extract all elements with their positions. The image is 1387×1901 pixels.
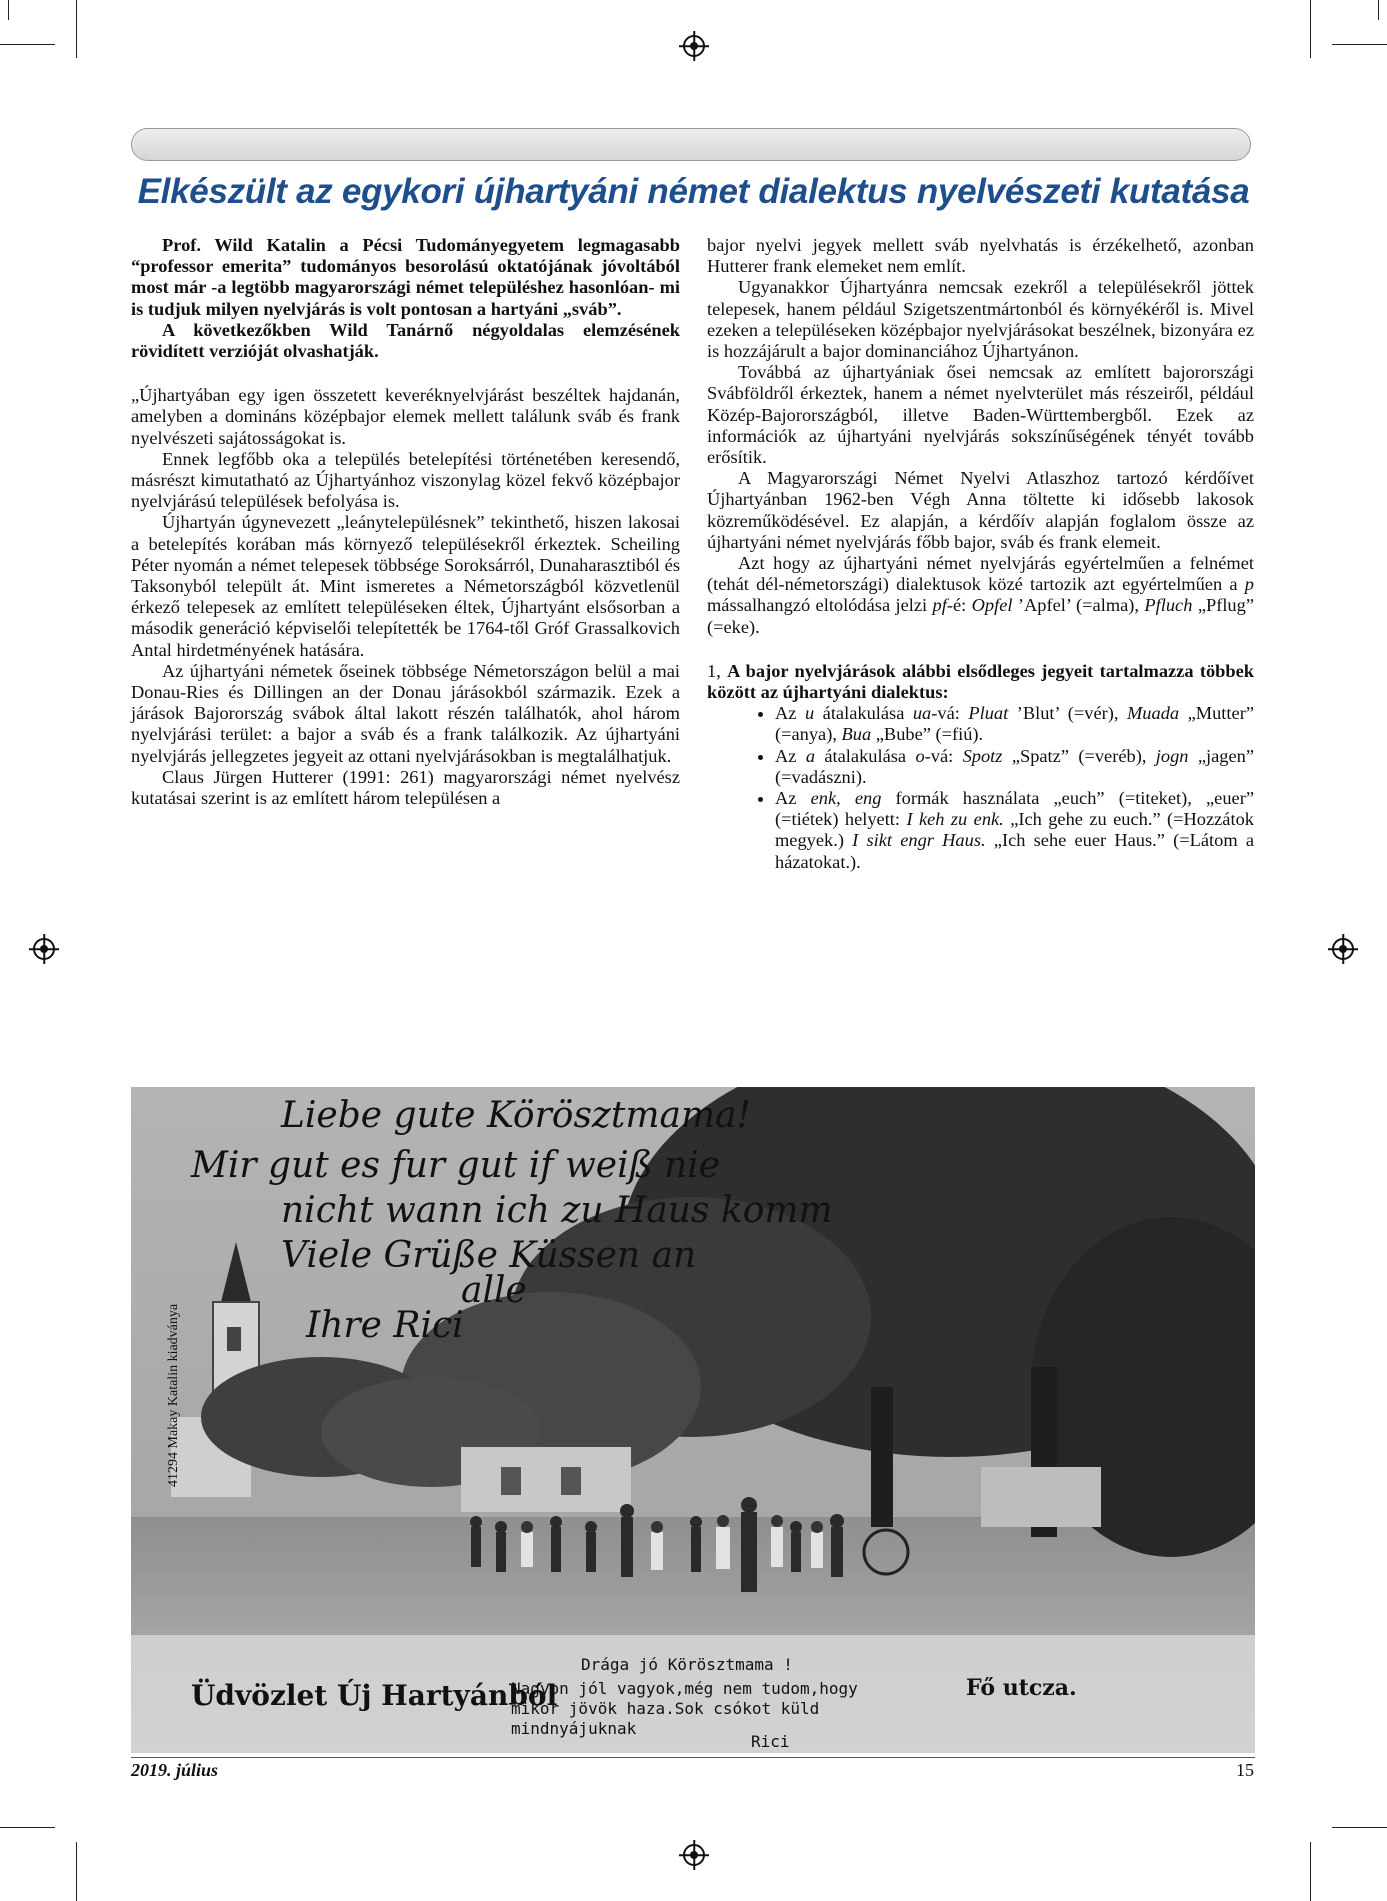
list-item: • Az enk, eng formák használata „euch” (=titeket), „euer” (=tiétek) helyett: I keh zu enk. „Ich gehe zu euch.” (=Hozzátok megyek.) I sikt engr Haus. „Ich sehe euer Haus.” (=Látom a házatokat.). [775, 788, 1254, 873]
crop-mark [76, 1842, 77, 1901]
svg-text:Liebe gute Körösztmama!: Liebe gute Körösztmama! [281, 1095, 752, 1136]
postcard-greeting: Üdvözlet Új Hartyánból [191, 1679, 558, 1712]
header-bar [131, 128, 1251, 161]
crop-mark [0, 1827, 55, 1828]
registration-mark-icon [683, 1844, 705, 1866]
intro-paragraph: A következőkben Wild Tanárnő négyoldalas elemzésének rövidített verzióját olvashatják. [131, 319, 680, 362]
svg-text:mikor jövök haza.Sok csókot kü: mikor jövök haza.Sok csókot küld [511, 1699, 820, 1718]
crop-mark [1310, 0, 1311, 58]
svg-text:Drága jó Körösztmama !: Drága jó Körösztmama ! [581, 1655, 793, 1674]
crop-mark [0, 44, 55, 45]
body-paragraph: Az újhartyáni németek őseinek többsége Németországon belül a mai Donau-Ries és Dillingen an der Donau járásokból származik. Ezek a járások Bajorország svábok által lakott részén találhatók, ahol három nyelvjárási terület: a bajor a sváb és a frank találkozik. Az újhartyáni nyelvjárás jellegzetes jegyeit az ottani nyelvjárásokban is megtalálhatjuk. [131, 660, 680, 766]
list-item: • Az u átalakulása ua-vá: Pluat ’Blut’ (=vér), Muada „Mutter” (=anya), Bua „Bube” (=fiú). [775, 703, 1254, 745]
body-paragraph: Továbbá az újhartyániak ősei nemcsak az említett bajorországi Svábföldről érkeztek, hanem a német nyelvterület más részeiről, például Közép-Bajorországból, illetve Baden-Württembergből. Ezek az információk az újhartyáni nyelvjárás sokszínűségének tényét tovább erősítik. [707, 362, 1254, 468]
svg-text:Nagyon jól vagyok,még nem tudo: Nagyon jól vagyok,még nem tudom,hogy [511, 1679, 858, 1698]
svg-text:Viele Grüße Küssen an: Viele Grüße Küssen an [281, 1235, 697, 1276]
publisher-text: 41294 Makay Katalin kiadványa [166, 1303, 181, 1487]
issue-date: 2019. július [131, 1760, 219, 1780]
postcard-image [131, 1087, 1255, 1753]
svg-text:Rici: Rici [751, 1732, 790, 1751]
feature-list [707, 703, 1254, 873]
body-paragraph: Claus Jürgen Hutterer (1991: 261) magyarországi német nyelvész kutatásai szerint is az említett három településen a [131, 766, 680, 809]
body-paragraph: Ugyanakkor Újhartyánra nemcsak ezekről a településekről jöttek telepesek, hanem például Szigetszentmártonból és környékéről is. Mivel ezeken a településeken középbajor nyelvjárásokat beszélnek, bizonyára ez is hozzájárult a bajor dominanciához Újhartyánon. [707, 277, 1254, 362]
crop-mark [1332, 1827, 1387, 1828]
body-paragraph: A Magyarországi Német Nyelvi Atlaszhoz tartozó kérdőívet Újhartyánban 1962-ben Végh Anna töltette ki idősebb lakosok közreműködésével. Ez alapján, a kérdőív alapján foglalom össze az újhartyáni német nyelvjárás főbb bajor, sváb és frank elemeit. [707, 468, 1254, 552]
crop-mark [8, 0, 9, 20]
crop-mark [76, 0, 77, 58]
crop-mark [1332, 44, 1387, 45]
crop-mark [1378, 0, 1379, 20]
body-paragraph: Azt hogy az újhartyáni német nyelvjárás egyértelműen a felnémet (tehát dél-németországi) dialektusok közé tartozik azt egyértelműen a p mássalhangzó eltolódása jelzi pf-é: Opfel ’Apfel’ (=alma), Pfluch „Pflug” (=eke). [707, 553, 1254, 637]
postcard-street: Fő utcza. [966, 1675, 1077, 1701]
svg-text:nicht wann ich zu Haus komm: nicht wann ich zu Haus komm [281, 1190, 833, 1231]
svg-text:mindnyájuknak: mindnyájuknak [511, 1719, 637, 1738]
crop-mark [1310, 1842, 1311, 1901]
list-heading: 1, A bajor nyelvjárások alábbi elsődleges jegyeit tartalmazza többek között az újhartyáni dialektus: [707, 660, 1254, 703]
left-column [131, 235, 680, 809]
intro-paragraph: Prof. Wild Katalin a Pécsi Tudományegyetem legmagasabb “professor emerita” tudományos besorolású oktatójának jóvoltából most már -a legtöbb magyarországi német településhez hasonlóan- mi is tudjuk milyen nyelvjárás is volt pontosan a hartyáni „sváb”. [131, 235, 680, 319]
footer-rule [131, 1757, 1255, 1758]
registration-mark-icon [33, 938, 55, 960]
body-paragraph: Újhartyán úgynevezett „leánytelepülésnek” tekinthető, hiszen lakosai a betelepítés korában más környező településekről érkeztek. Scheiling Péter nyomán a német telepesek többsége Soroksárról, Dunaharasztiból és Taksonyból települt át. Mint ismeretes a Németországból közvetlenül érkező telepesek az említett településeken éltek, Újhartyánt elsősorban a második generáció képviselői telepítették be 1764-től Gróf Grassalkovich Antal hirdetményének hatására. [131, 512, 680, 660]
registration-mark-icon [683, 35, 705, 57]
body-paragraph: Ennek legfőbb oka a település betelepítési történetében keresendő, másrészt kimutatható az Újhartyánhoz viszonylag közel fekvő középbajor nyelvjárású települések befolyása is. [131, 448, 680, 512]
svg-text:Ihre Rici: Ihre Rici [306, 1305, 464, 1346]
svg-text:alle: alle [461, 1270, 527, 1311]
postcard-illustration [131, 1087, 1255, 1753]
article-title: Elkészült az egykori újhartyáni német dialektus nyelvészeti kutatása [137, 172, 1250, 211]
body-paragraph: bajor nyelvi jegyek mellett sváb nyelvhatás is érzékelhető, azonban Hutterer frank elemeket nem említ. [707, 235, 1254, 277]
list-item: • Az a átalakulása o-vá: Spotz „Spatz” (=veréb), jogn „jagen” (=vadászni). [775, 746, 1254, 788]
body-paragraph: „Újhartyában egy igen összetett keveréknyelvjárást beszéltek hajdanán, amelyben a domináns középbajor elemek mellett találunk sváb és frank nyelvészeti sajátosságokat is. [131, 385, 680, 448]
page-number: 15 [1236, 1760, 1254, 1780]
right-column [707, 235, 1254, 873]
svg-text:Mir gut es fur gut if weiß nie: Mir gut es fur gut if weiß nie [191, 1145, 721, 1186]
registration-mark-icon [1332, 938, 1354, 960]
